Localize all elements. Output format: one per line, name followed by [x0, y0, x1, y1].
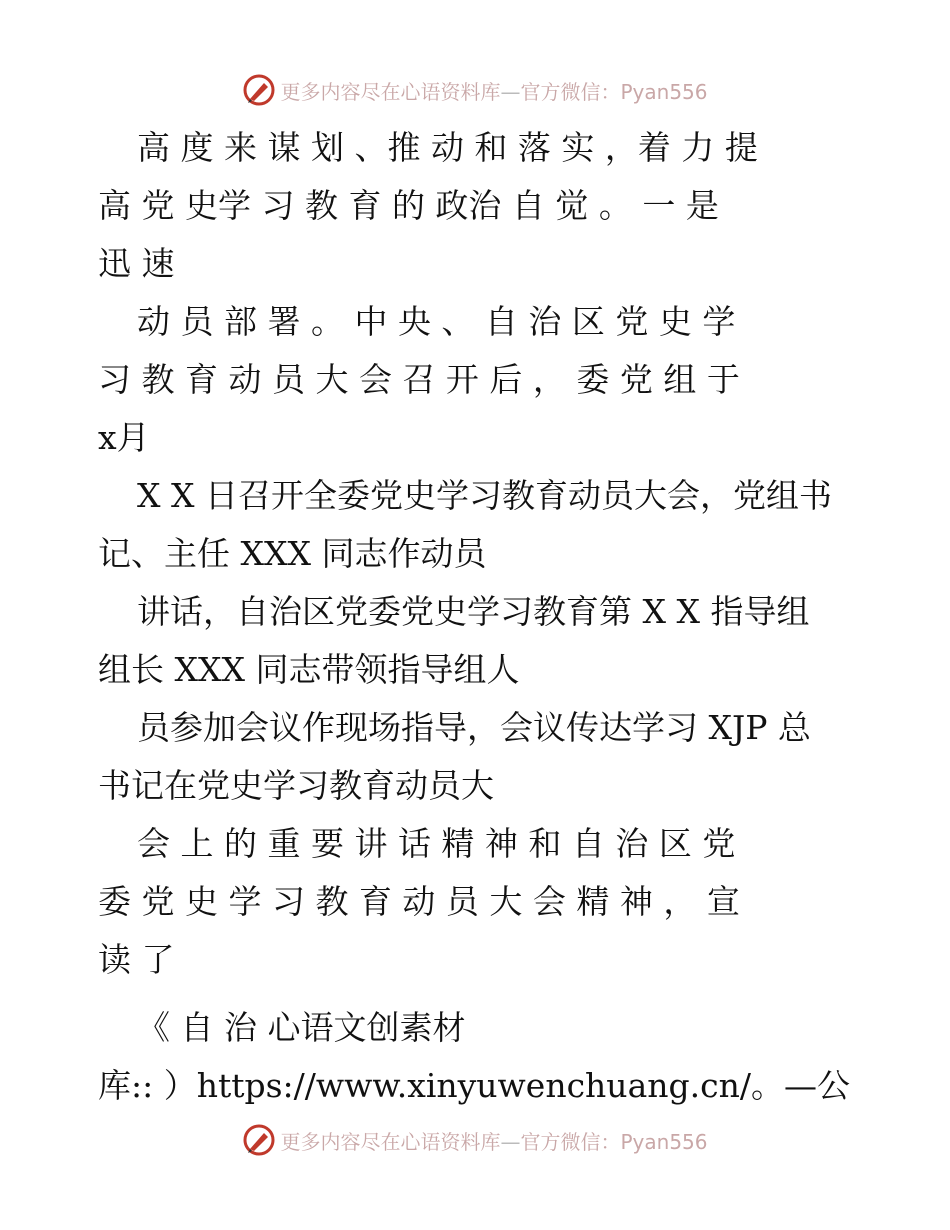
footer-site-text: 更多内容尽在心语资料库: [280, 1129, 501, 1154]
header-watermark-banner: [0, 70, 950, 110]
text-line: 书记在党史学习教育动员大: [98, 766, 494, 805]
text-line: x月: [98, 418, 150, 457]
text-line: 习 教 育 动 员 大 会 召 开 后 ， 委 党 组 于: [98, 360, 740, 399]
text-line: 员参加会议作现场指导，会议传达学习 XJP 总: [137, 708, 811, 747]
text-line: 组长 XXX 同志带领指导组人: [98, 650, 520, 689]
footer-wechat-id: Pyan556: [620, 1129, 708, 1154]
text-line: 高 度 来 谋 划 、推 动 和 落 实 ，着 力 提: [137, 128, 758, 167]
header-separator: —: [500, 79, 521, 104]
header-wechat-label: 官方微信：: [520, 79, 621, 104]
text-line: X X 日召开全委党史学习教育动员大会，党组书: [137, 476, 832, 515]
footer-watermark-banner: [0, 1120, 950, 1160]
text-line: 委 党 史 学 习 教 育 动 员 大 会 精 神 ， 宣: [98, 882, 740, 921]
pen-logo-icon: [242, 73, 276, 107]
text-line: 高 党 史学 习 教 育 的 政治 自 觉 。 一 是: [98, 186, 719, 225]
text-line: 动 员 部 署 。 中 央 、 自 治 区 党 史 学: [137, 302, 736, 341]
header-text: [280, 76, 707, 105]
footer-text: [280, 1126, 707, 1155]
header-wechat-id: Pyan556: [620, 79, 708, 104]
text-line: 记、主任 XXX 同志作动员: [98, 534, 487, 573]
text-line: 库:: ）https://www.xinyuwenchuang.cn/。—公: [98, 1066, 850, 1105]
pen-logo-icon: [242, 1123, 276, 1157]
footer-wechat-label: 官方微信：: [520, 1129, 621, 1154]
text-line: 读 了: [98, 940, 175, 979]
footer-separator: —: [500, 1129, 521, 1154]
header-site-text: 更多内容尽在心语资料库: [280, 79, 501, 104]
text-line: 会 上 的 重 要 讲 话 精 神 和 自 治 区 党: [137, 824, 736, 863]
text-line: 迅 速: [98, 244, 175, 283]
text-line: 《 自 治 心语文创素材: [137, 1008, 466, 1047]
text-line: 讲话，自治区党委党史学习教育第 X X 指导组: [137, 592, 810, 631]
